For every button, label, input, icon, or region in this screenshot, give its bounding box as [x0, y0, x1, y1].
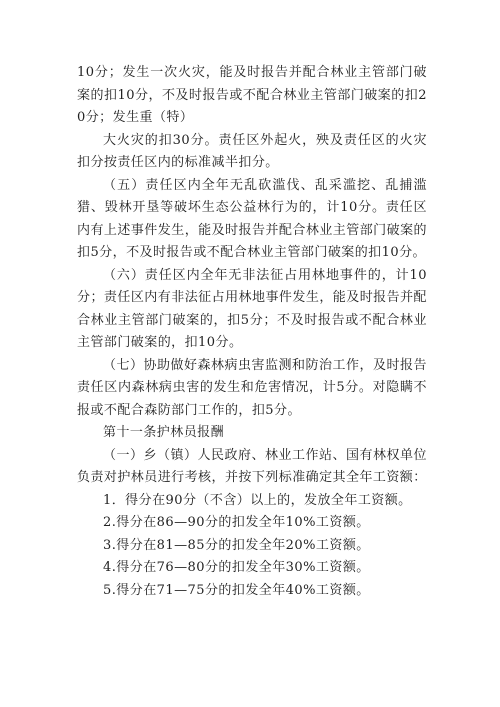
list-item-score-3: 3.得分在81—85分的扣发全年20%工资额。 [103, 537, 370, 553]
list-item-score-4: 4.得分在76—80分的扣发全年30%工资额。 [103, 560, 370, 575]
list-item-score-1: 1．得分在90分（不含）以上的，发放全年工资额。 [103, 492, 412, 508]
list-item-score-2: 2.得分在86—90分的扣发全年10%工资额。 [103, 515, 370, 530]
paragraph-assessment: （一）乡（镇）人民政府、林业工作站、国有林权单位负责对护林员进行考核，并按下列标准确定其全年工资额： [77, 447, 427, 485]
paragraph-major-fire: 大火灾的扣30分。责任区外起火，殃及责任区的火灾扣分按责任区内的标准减半扣分。 [77, 132, 427, 170]
paragraph-item-five: （五）责任区内全年无乱砍滥伐、乱采滥挖、乱捕滥猎、毁林开垦等破坏生态公益林行为的，计10分。责任区内有上述事件发生，能及时报告并配合林业主管部门破案的扣5分，不及时报告或不配合林业主管部门破案的扣10分。 [77, 177, 427, 260]
list-item-score-5: 5.得分在71—75分的扣发全年40%工资额。 [103, 582, 370, 598]
article-eleven-heading: 第十一条护林员报酬 [103, 425, 225, 440]
paragraph-fire-penalty-continued: 10分；发生一次火灾，能及时报告并配合林业主管部门破案的扣10分，不及时报告或不配合林业主管部门破案的扣20分；发生重（特） [77, 65, 427, 125]
paragraph-item-six: （六）责任区内全年无非法征占用林地事件的，计10分；责任区内有非法征占用林地事件发生，能及时报告并配合林业主管部门破案的，扣5分；不及时报告或不配合林业主管部门破案的，扣10分。 [77, 267, 427, 350]
document-body [77, 62, 427, 602]
paragraph-item-seven: （七）协助做好森林病虫害监测和防治工作，及时报告责任区内森林病虫害的发生和危害情况，计5分。对隐瞒不报或不配合森防部门工作的，扣5分。 [77, 357, 427, 418]
